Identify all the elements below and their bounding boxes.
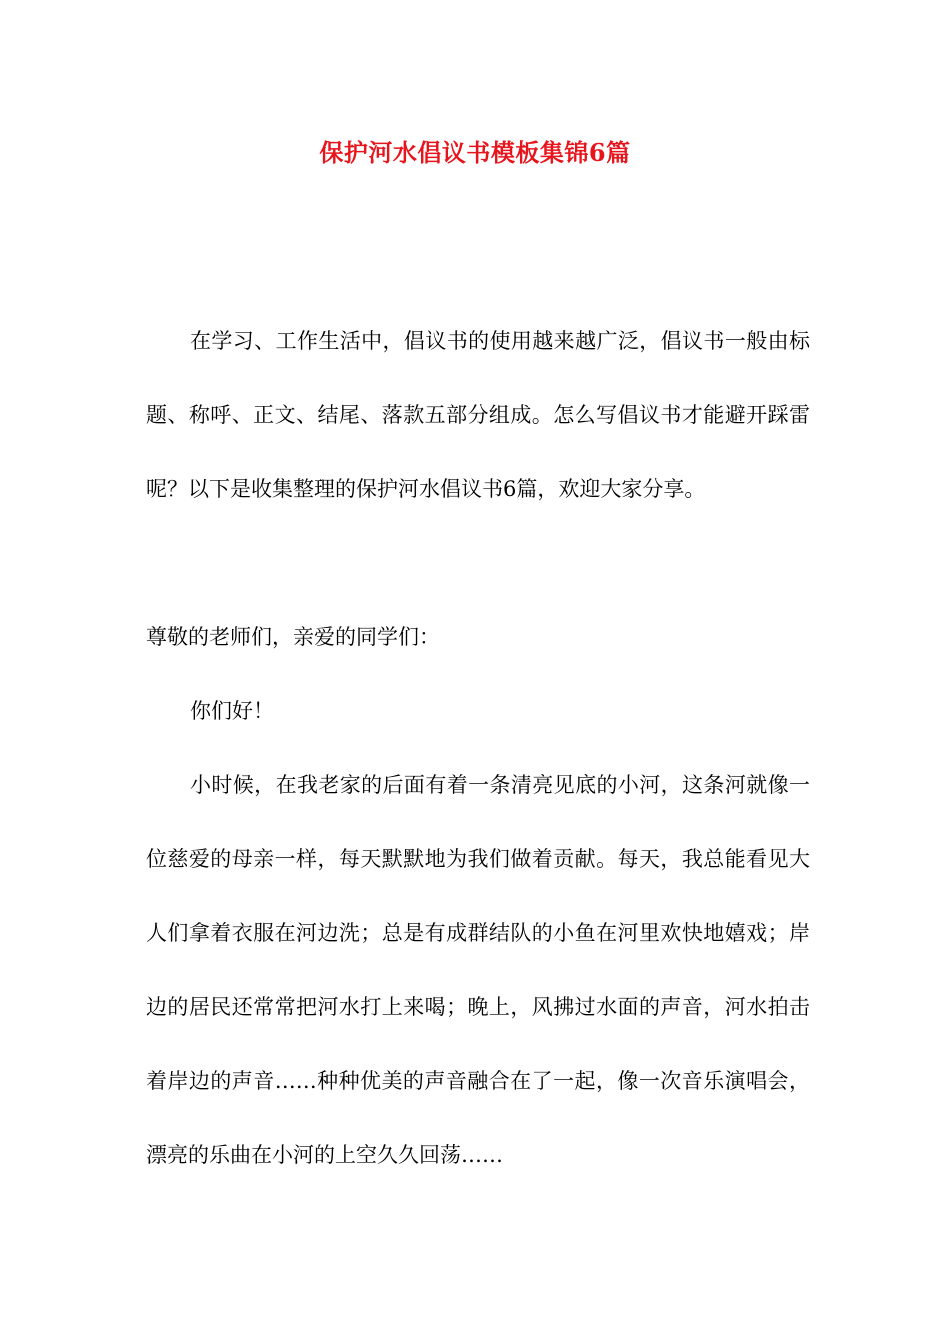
- greeting-line: [146, 674, 810, 748]
- intro-text: 在学习、工作生活中，倡议书的使用越来越广泛，倡议书一般由标题、称呼、正文、结尾、落款五部分组成。怎么写倡议书才能避开踩雷呢？以下是收集整理的保护河水倡议书6篇，欢迎大家分享。: [146, 329, 810, 501]
- salutation-text: 尊敬的老师们，亲爱的同学们：: [146, 625, 440, 649]
- document-title: 保护河水倡议书模板集锦6篇: [319, 138, 631, 167]
- salutation-line: [146, 600, 810, 674]
- greeting-text: 你们好！: [190, 699, 274, 723]
- story-text: 小时候，在我老家的后面有着一条清亮见底的小河，这条河就像一位慈爱的母亲一样，每天默默地为我们做着贡献。每天，我总能看见大人们拿着衣服在河边洗；总是有成群结队的小鱼在河里欢快地嬉戏；岸边的居民还常常把河水打上来喝；晚上，风拂过水面的声音，河水拍击着岸边的声音……种种优美的声音融合在了一起，像一次音乐演唱会，漂亮的乐曲在小河的上空久久回荡……: [146, 773, 810, 1167]
- story-paragraph: [146, 748, 810, 1192]
- intro-paragraph: [146, 304, 810, 526]
